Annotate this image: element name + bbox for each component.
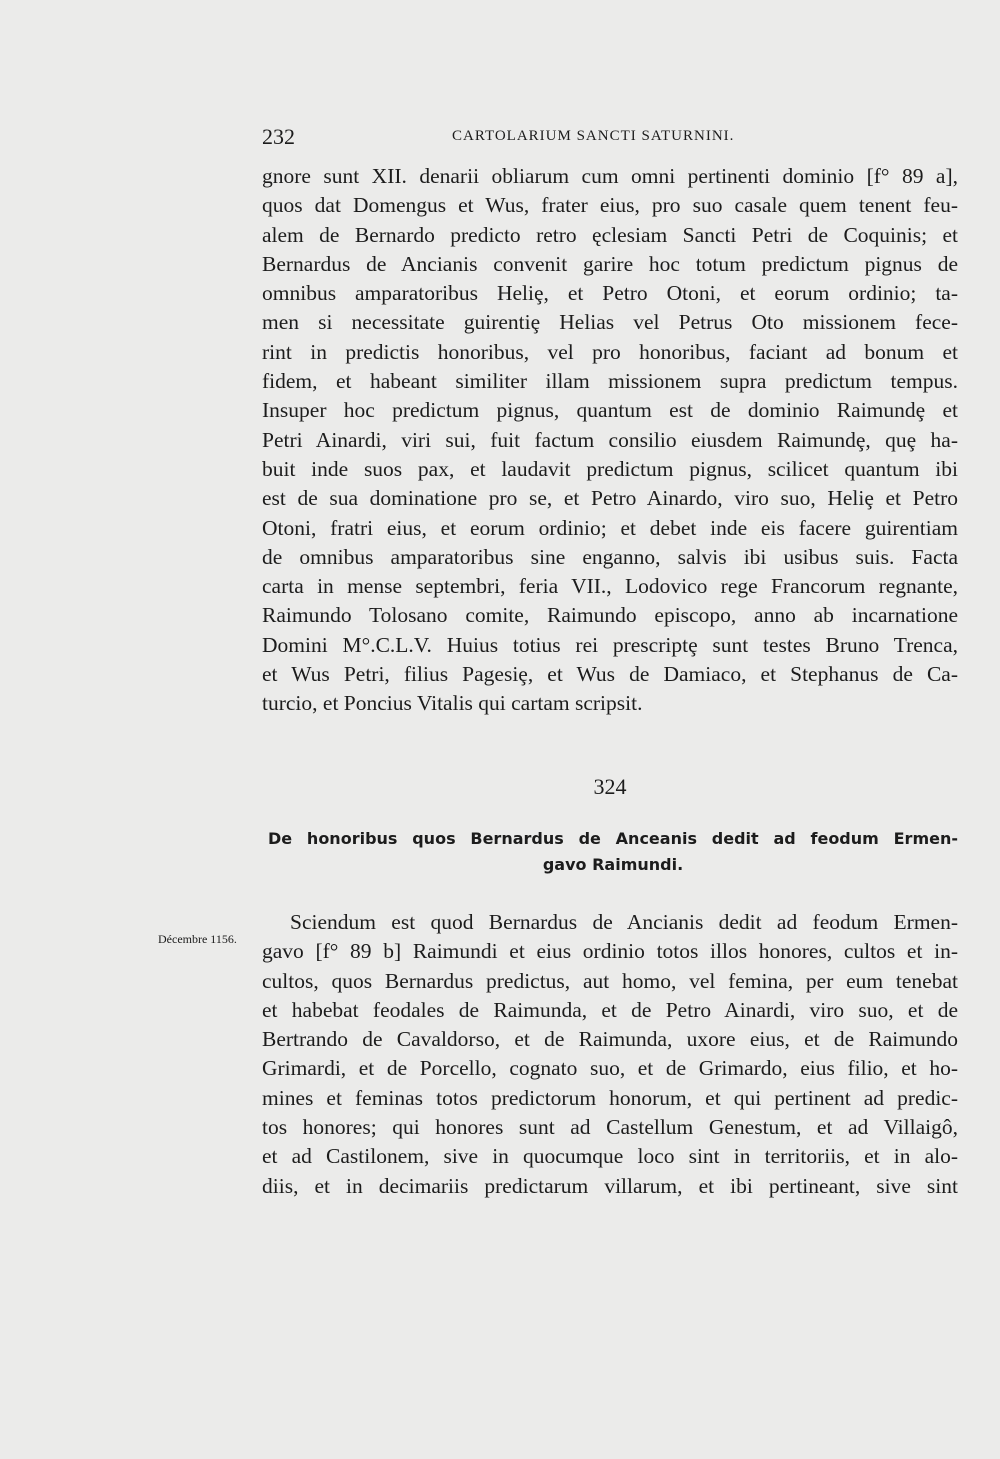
text-line: mines et feminas totos predictorum honorum, et qui pertinent ad predic- — [262, 1085, 958, 1110]
text-line: tos honores; qui honores sunt ad Castellum Genestum, et ad Villaigô, — [262, 1115, 958, 1140]
text-line: rint in predictis honoribus, vel pro honoribus, faciant ad bonum et — [262, 339, 958, 364]
text-line: gavo [f° 89 b] Raimundi et eius ordinio totos illos honores, cultos et in- — [262, 939, 958, 964]
text-line: Otoni, fratri eius, et eorum ordinio; et debet inde eis facere guirentiam — [262, 515, 958, 540]
running-head: CARTOLARIUM SANCTI SATURNINI. — [452, 128, 735, 144]
text-line: Raimundo Tolosano comite, Raimundo episcopo, anno ab incarnatione — [262, 603, 958, 628]
page-header — [262, 124, 962, 154]
charter-323-text-end — [262, 162, 958, 719]
text-line: et Wus Petri, filius Pagesiȩ, et Wus de Damiaco, et Stephanus de Ca- — [262, 662, 958, 687]
text-line: Grimardi, et de Porcello, cognato suo, et de Grimardo, eius filio, et ho- — [262, 1056, 958, 1081]
text-line: alem de Bernardo predicto retro ęclesiam Sancti Petri de Coquinis; et — [262, 222, 958, 247]
text-line: omnibus amparatoribus Heliȩ, et Petro Otoni, et eorum ordinio; ta- — [262, 281, 958, 306]
text-line: Domini M°.C.L.V. Huius totius rei prescriptȩ sunt testes Bruno Trenca, — [262, 632, 958, 657]
text-line: est de sua dominatione pro se, et Petro Ainardo, viro suo, Heliȩ et Petro — [262, 486, 958, 511]
text-line: quos dat Domengus et Wus, frater eius, pro suo casale quem tenent feu- — [262, 193, 958, 218]
margin-date-note: Décembre 1156. — [158, 932, 237, 946]
text-line: Bertrando de Cavaldorso, et de Raimunda, uxore eius, et de Raimundo — [262, 1027, 958, 1052]
page-number: 232 — [262, 124, 295, 149]
text-line: fidem, et habeant similiter illam missionem supra predictum tempus. — [262, 369, 958, 394]
text-line: Bernardus de Ancianis convenit garire hoc totum predictum pignus de — [262, 251, 958, 276]
charter-number: 324 — [593, 774, 627, 799]
text-line: carta in mense septembri, feria VII., Lodovico rege Francorum regnante, — [262, 574, 958, 599]
charter-title-line: gavo Raimundi. — [542, 855, 684, 874]
text-line: men si necessitate guirentiȩ Helias vel Petrus Oto missionem fece- — [262, 310, 958, 335]
text-line: buit inde suos pax, et laudavit predictum pignus, scilicet quantum ibi — [262, 456, 958, 481]
text-line: cultos, quos Bernardus predictus, aut homo, vel femina, per eum tenebat — [262, 968, 958, 993]
text-line: diis, et in decimariis predictarum villarum, et ibi pertineant, sive sint — [262, 1173, 958, 1198]
text-line: gnore sunt XII. denarii obliarum cum omni pertinenti dominio [f° 89 a], — [262, 164, 958, 188]
text-line: Sciendum est quod Bernardus de Ancianis dedit ad feodum Ermen- — [290, 910, 958, 934]
text-line: Petri Ainardi, viri sui, fuit factum consilio eiusdem Raimundȩ, quȩ ha- — [262, 427, 958, 452]
charter-title-line: De honoribus quos Bernardus de Anceanis dedit ad feodum Ermen- — [268, 829, 958, 848]
charter-324-text — [262, 908, 958, 1201]
text-line: et ad Castilonem, sive in quocumque loco sint in territoriis, et in alo- — [262, 1144, 958, 1169]
text-line: et habebat feodales de Raimunda, et de Petro Ainardi, viro suo, et de — [262, 997, 958, 1022]
text-line: Insuper hoc predictum pignus, quantum est de dominio Raimundȩ et — [262, 398, 958, 423]
text-line: turcio, et Poncius Vitalis qui cartam scripsit. — [262, 691, 643, 716]
text-line: de omnibus amparatoribus sine enganno, salvis ibi usibus suis. Facta — [262, 544, 958, 569]
charter-title — [268, 826, 958, 878]
